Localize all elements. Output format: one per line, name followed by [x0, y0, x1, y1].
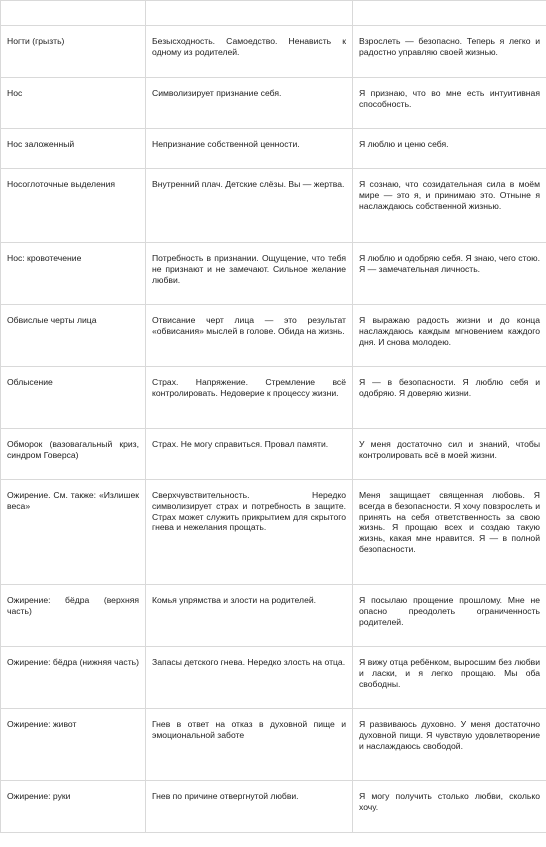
- affirmation-cell: Меня защищает священная любовь. Я всегда в безопасности. Я хочу повзрослеть и принять на себя ответственность за свою жизнь. Я прощаю всех и создаю такую жизнь, какая мне нравится. Я — в полной безопасности.: [353, 480, 546, 585]
- cause-cell: Отвисание черт лица — это результат «обвисания» мыслей в голове. Обида на жизнь.: [146, 305, 353, 367]
- table-row: [1, 781, 546, 833]
- cause-cell: Гнев в ответ на отказ в духовной пище и эмоциональной заботе: [146, 709, 353, 781]
- condition-cell: Ожирение: бёдра (верхняя часть): [1, 585, 146, 647]
- cause-cell: Безысходность. Самоедство. Ненависть к одному из родителей.: [146, 26, 353, 78]
- cause-cell: Непризнание собственной ценности.: [146, 129, 353, 169]
- table-row: [1, 169, 546, 243]
- table-row-top: [1, 1, 546, 26]
- condition-cell: Ожирение. См. также: «Излишек веса»: [1, 480, 146, 585]
- cause-cell: Символизирует признание себя.: [146, 78, 353, 129]
- table-cell: [353, 1, 546, 26]
- cause-cell: Комья упрямства и злости на родителей.: [146, 585, 353, 647]
- table-row: [1, 243, 546, 305]
- affirmation-cell: Я посылаю прощение прошлому. Мне не опасно преодолеть ограниченность родителей.: [353, 585, 546, 647]
- affirmation-cell: Я развиваюсь духовно. У меня достаточно духовной пищи. Я чувствую удовлетворение и наслаждаюсь свободой.: [353, 709, 546, 781]
- table-row: [1, 78, 546, 129]
- affirmation-cell: Я люблю и одобряю себя. Я знаю, чего стою. Я — замечательная личность.: [353, 243, 546, 305]
- condition-cell: Ожирение: руки: [1, 781, 146, 833]
- cause-cell: Страх. Не могу справиться. Провал памяти.: [146, 429, 353, 480]
- table-row: [1, 367, 546, 429]
- affirmation-cell: Я люблю и ценю себя.: [353, 129, 546, 169]
- condition-cell: Ожирение: живот: [1, 709, 146, 781]
- cause-cell: Гнев по причине отвергнутой любви.: [146, 781, 353, 833]
- affirmation-cell: Я — в безопасности. Я люблю себя и одобряю. Я доверяю жизни.: [353, 367, 546, 429]
- condition-cell: Обморок (вазовагальный криз, синдром Говерса): [1, 429, 146, 480]
- cause-cell: Сверхчувствительность. Нередко символизирует страх и потребность в защите. Страх может служить прикрытием для скрытого гнева и нежелания прощать.: [146, 480, 353, 585]
- cause-cell: Потребность в признании. Ощущение, что тебя не признают и не замечают. Сильное желание любви.: [146, 243, 353, 305]
- table-row: [1, 647, 546, 709]
- table-row: [1, 480, 546, 585]
- table-row: [1, 429, 546, 480]
- table-body: [1, 1, 546, 833]
- table-row: [1, 305, 546, 367]
- affirmation-cell: Я признаю, что во мне есть интуитивная способность.: [353, 78, 546, 129]
- condition-cell: Нос: [1, 78, 146, 129]
- condition-cell: Нос: кровотечение: [1, 243, 146, 305]
- cause-cell: Запасы детского гнева. Нередко злость на отца.: [146, 647, 353, 709]
- cause-cell: Внутренний плач. Детские слёзы. Вы — жертва.: [146, 169, 353, 243]
- affirmation-cell: У меня достаточно сил и знаний, чтобы контролировать всё в моей жизни.: [353, 429, 546, 480]
- affirmation-cell: Взрослеть — безопасно. Теперь я легко и радостно управляю своей жизнью.: [353, 26, 546, 78]
- affirmation-cell: Я могу получить столько любви, сколько хочу.: [353, 781, 546, 833]
- affirmation-cell: Я выражаю радость жизни и до конца наслаждаюсь каждым мгновением каждого дня. И снова молодею.: [353, 305, 546, 367]
- condition-cell: Ожирение: бёдра (нижняя часть): [1, 647, 146, 709]
- table-cell: [146, 1, 353, 26]
- table-cell: [1, 1, 146, 26]
- cause-cell: Страх. Напряжение. Стремление всё контролировать. Недоверие к процессу жизни.: [146, 367, 353, 429]
- table-row: [1, 129, 546, 169]
- affirmation-cell: Я сознаю, что созидательная сила в моём мире — это я, и принимаю это. Отныне я наслаждаюсь собственной жизнью.: [353, 169, 546, 243]
- condition-cell: Обвислые черты лица: [1, 305, 146, 367]
- affirmation-cell: Я вижу отца ребёнком, выросшим без любви и ласки, и я легко прощаю. Мы оба свободны.: [353, 647, 546, 709]
- table-row: [1, 26, 546, 78]
- table-row: [1, 585, 546, 647]
- condition-cell: Нос заложенный: [1, 129, 146, 169]
- table-row: [1, 709, 546, 781]
- condition-cell: Облысение: [1, 367, 146, 429]
- condition-cell: Носоглоточные выделения: [1, 169, 146, 243]
- condition-cell: Ногти (грызть): [1, 26, 146, 78]
